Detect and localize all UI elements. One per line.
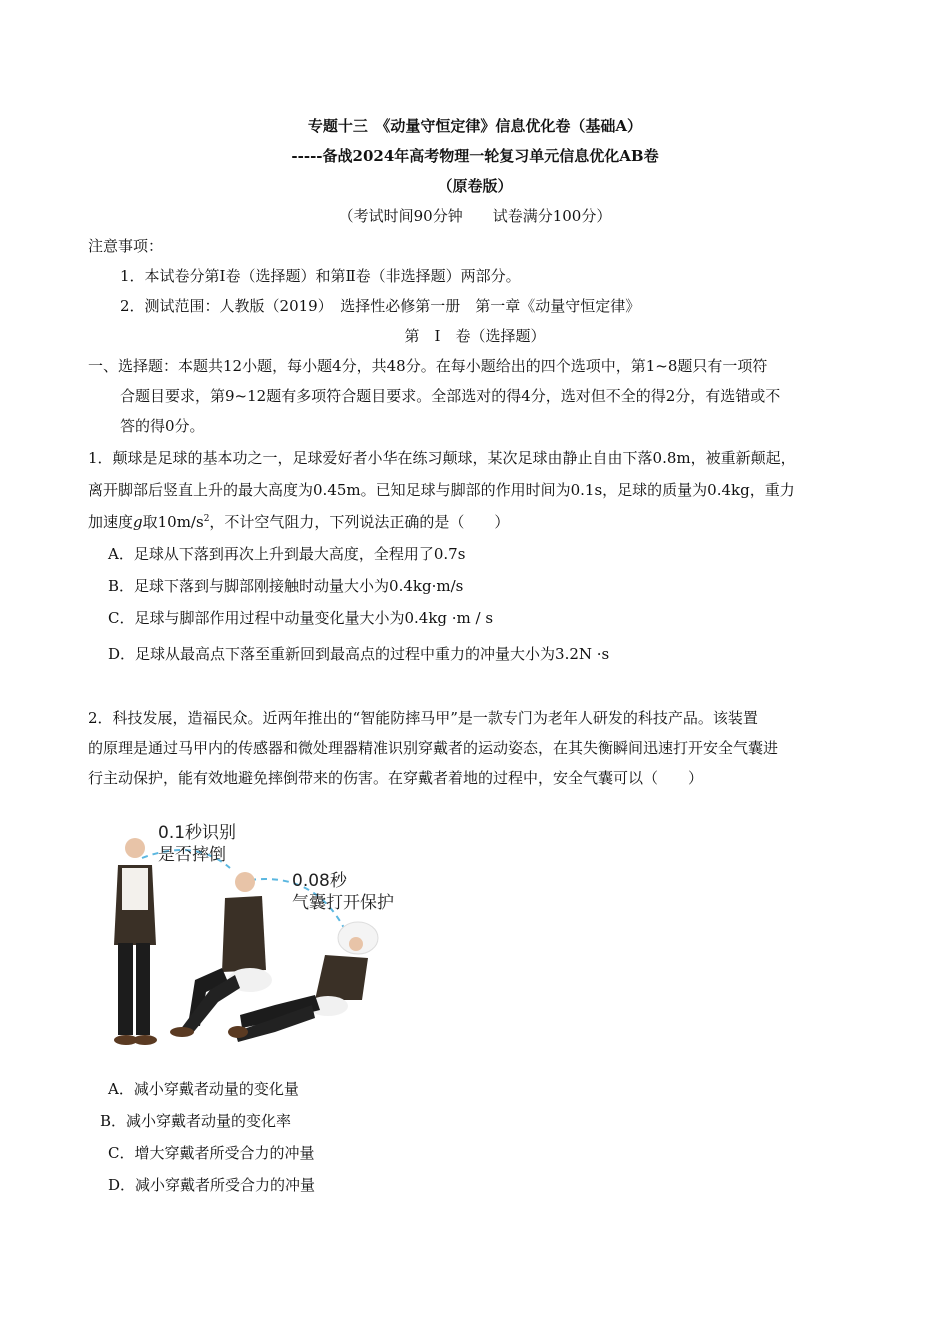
notes-item-2: 2．测试范围：人教版（2019） 选择性必修第一册 第一章《动量守恒定律》 <box>120 297 641 315</box>
q1-option-d: D．足球从最高点下落至重新回到最高点的过程中重力的冲量大小为3.2N ·s <box>108 645 610 663</box>
section-intro-line-2: 合题目要求，第9~12题有多项符合题目要求。全部选对的得4分，选对但不全的得2分，有选错或不 <box>120 387 781 405</box>
q2-stem-line-1: 2．科技发展，造福民众。近两年推出的“智能防摔马甲”是一款专门为老年人研发的科技产品。该装置 <box>88 709 758 727</box>
q1-stem-line-2: 离开脚部后竖直上升的最大高度为0.45m。已知足球与脚部的作用时间为0.1s，足球的质量为0.4kg，重力 <box>88 481 795 499</box>
airbag-vest-illustration <box>100 810 430 1070</box>
q1-option-c: C．足球与脚部作用过程中动量变化量大小为0.4kg ·m / s <box>108 609 494 627</box>
q1-option-b: B．足球下落到与脚部刚接触时动量大小为0.4kg·m/s <box>108 577 464 595</box>
figure-label-1-line-2: 是否摔倒 <box>158 845 226 865</box>
standing-person-figure <box>114 838 157 1045</box>
figure-label-1-line-1: 0.1秒识别 <box>158 823 237 843</box>
q2-stem-line-2: 的原理是通过马甲内的传感器和微处理器精准识别穿戴者的运动姿态，在其失衡瞬间迅速打开安全气囊进 <box>88 739 779 757</box>
title-line-2: -----备战2024年高考物理一轮复习单元信息优化AB卷 <box>291 147 659 165</box>
notes-heading: 注意事项： <box>88 237 164 255</box>
q1-line3-part-a: 加速度 <box>88 513 134 531</box>
section-intro-line-3: 答的得0分。 <box>120 417 205 435</box>
q1-line3-part-b: 取10m/s <box>142 513 204 531</box>
q1-line3-superscript: 2 <box>203 514 210 524</box>
q2-option-c: C．增大穿戴者所受合力的冲量 <box>108 1144 315 1162</box>
q1-symbol-g: g <box>133 513 143 531</box>
title-line-3: （原卷版） <box>437 177 513 195</box>
q1-stem-line-1: 1．颠球是足球的基本功之一，足球爱好者小华在练习颠球，某次足球由静止自由下落0.8m，被重新颠起， <box>88 449 796 467</box>
notes-item-1: 1．本试卷分第Ⅰ卷（选择题）和第Ⅱ卷（非选择题）两部分。 <box>120 267 521 285</box>
q1-line3-part-c: ，不计空气阻力，下列说法正确的是（ ） <box>209 513 510 531</box>
q2-stem-line-3: 行主动保护，能有效地避免摔倒带来的伤害。在穿戴者着地的过程中，安全气囊可以（ ） <box>88 769 704 787</box>
q1-stem-line-3 <box>88 511 509 533</box>
figure-label-2-line-2: 气囊打开保护 <box>292 893 394 913</box>
figure-label-2-line-1: 0.08秒 <box>292 871 347 891</box>
q2-option-a: A．减小穿戴者动量的变化量 <box>108 1080 299 1098</box>
airbag-vest-figure <box>100 810 430 1070</box>
volume-title: 第 Ⅰ 卷（选择题） <box>404 327 546 345</box>
q1-option-a: A．足球从下落到再次上升到最大高度，全程用了0.7s <box>108 545 466 563</box>
title-line-1: 专题十三 《动量守恒定律》信息优化卷（基础A） <box>307 117 643 135</box>
q2-option-b: B．减小穿戴者动量的变化率 <box>100 1112 292 1130</box>
exam-info: （考试时间90分钟 试卷满分100分） <box>338 207 612 225</box>
section-intro-line-1: 一、选择题：本题共12小题，每小题4分，共48分。在每小题给出的四个选项中，第1~8题只有一项符 <box>88 357 768 375</box>
q2-option-d: D．减小穿戴者所受合力的冲量 <box>108 1176 316 1194</box>
